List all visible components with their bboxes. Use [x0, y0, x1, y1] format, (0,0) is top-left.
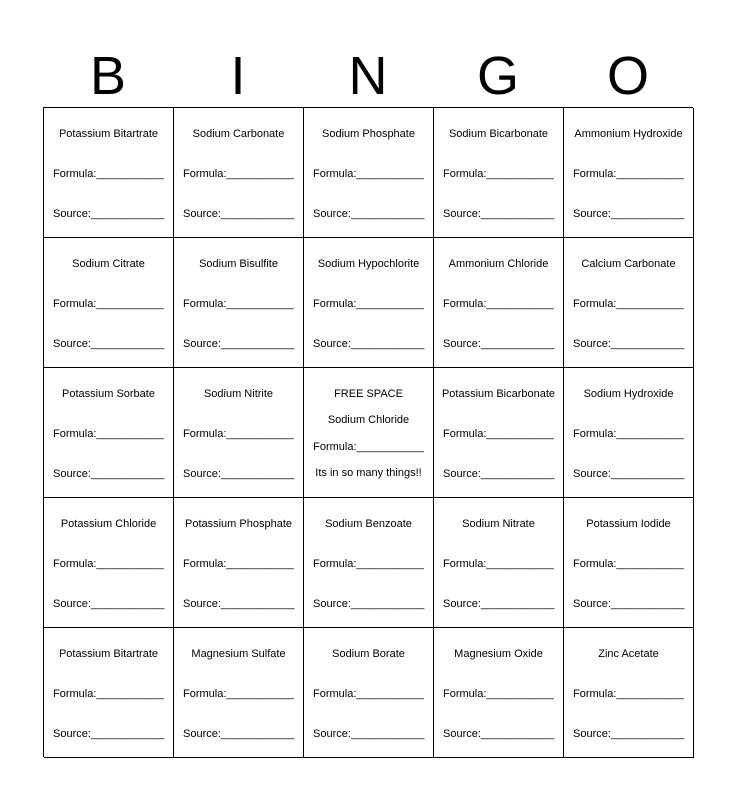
bingo-cell — [174, 498, 304, 628]
free-space-note: Its in so many things!! — [315, 467, 422, 479]
cell-source-blank: Source:____________ — [183, 468, 295, 480]
cell-compound-name: Potassium Bitartrate — [58, 128, 159, 140]
header-letter-g: G — [476, 46, 519, 106]
cell-formula-blank: Formula:___________ — [443, 298, 554, 310]
cell-compound-name: Ammonium Hydroxide — [574, 128, 683, 140]
bingo-cell — [304, 108, 434, 238]
header-letter-o: O — [606, 46, 649, 106]
cell-formula-blank: Formula:___________ — [573, 558, 684, 570]
bingo-cell — [564, 238, 694, 368]
cell-source-blank: Source:____________ — [53, 598, 165, 610]
bingo-cell — [564, 628, 694, 758]
bingo-cell — [304, 498, 434, 628]
cell-source-blank: Source:____________ — [313, 338, 425, 350]
cell-formula-blank: Formula:___________ — [183, 558, 294, 570]
bingo-cell — [44, 498, 174, 628]
bingo-cell — [44, 368, 174, 498]
cell-compound-name: Sodium Borate — [332, 648, 405, 660]
cell-source-blank: Source:____________ — [573, 598, 685, 610]
cell-compound-name: Sodium Nitrate — [462, 518, 535, 530]
bingo-cell — [304, 238, 434, 368]
cell-compound-name: Potassium Chloride — [60, 518, 157, 530]
cell-formula-blank: Formula:___________ — [53, 428, 164, 440]
cell-source-blank: Source:____________ — [313, 728, 425, 740]
cell-compound-name: Sodium Nitrite — [203, 388, 274, 400]
cell-source-blank: Source:____________ — [573, 338, 685, 350]
bingo-cell — [174, 628, 304, 758]
free-space-compound: Sodium Chloride — [327, 414, 410, 426]
bingo-cell — [44, 628, 174, 758]
cell-formula-blank: Formula:___________ — [443, 168, 554, 180]
cell-formula-blank: Formula:___________ — [573, 168, 684, 180]
bingo-header — [43, 48, 693, 104]
cell-compound-name: Sodium Bisulfite — [199, 258, 278, 270]
cell-compound-name: Potassium Phosphate — [184, 518, 292, 530]
bingo-cell — [44, 238, 174, 368]
cell-compound-name: Zinc Acetate — [598, 648, 659, 660]
bingo-cell — [564, 498, 694, 628]
cell-source-blank: Source:____________ — [573, 468, 685, 480]
cell-formula-blank: Formula:___________ — [53, 298, 164, 310]
cell-compound-name: Ammonium Chloride — [448, 258, 549, 270]
bingo-cell — [564, 368, 694, 498]
cell-formula-blank: Formula:___________ — [443, 688, 554, 700]
header-letter-n: N — [348, 46, 388, 106]
cell-source-blank: Source:____________ — [183, 728, 295, 740]
cell-source-blank: Source:____________ — [53, 728, 165, 740]
bingo-cell — [434, 108, 564, 238]
bingo-cell — [434, 498, 564, 628]
cell-source-blank: Source:____________ — [183, 338, 295, 350]
free-space-label: FREE SPACE — [334, 388, 403, 400]
cell-compound-name: Sodium Carbonate — [192, 128, 285, 140]
cell-source-blank: Source:____________ — [313, 598, 425, 610]
cell-compound-name: Potassium Iodide — [586, 518, 671, 530]
cell-compound-name: Magnesium Sulfate — [191, 648, 286, 660]
cell-compound-name: Potassium Bicarbonate — [441, 388, 556, 400]
cell-formula-blank: Formula:___________ — [53, 688, 164, 700]
cell-formula-blank: Formula:___________ — [183, 428, 294, 440]
cell-source-blank: Source:____________ — [53, 468, 165, 480]
cell-source-blank: Source:____________ — [443, 728, 555, 740]
cell-compound-name: Sodium Hydroxide — [583, 388, 674, 400]
cell-source-blank: Source:____________ — [443, 598, 555, 610]
cell-compound-name: Potassium Sorbate — [62, 388, 155, 400]
cell-source-blank: Source:____________ — [443, 468, 555, 480]
bingo-board — [43, 107, 693, 757]
bingo-cell — [174, 238, 304, 368]
cell-compound-name: Magnesium Oxide — [454, 648, 543, 660]
cell-formula-blank: Formula:___________ — [53, 168, 164, 180]
cell-source-blank: Source:____________ — [53, 208, 165, 220]
cell-compound-name: Potassium Bitartrate — [58, 648, 159, 660]
cell-source-blank: Source:____________ — [443, 208, 555, 220]
cell-formula-blank: Formula:___________ — [313, 558, 424, 570]
free-space-cell — [304, 368, 434, 498]
cell-formula-blank: Formula:___________ — [443, 558, 554, 570]
cell-source-blank: Source:____________ — [443, 338, 555, 350]
cell-formula-blank: Formula:___________ — [183, 688, 294, 700]
cell-formula-blank: Formula:___________ — [313, 688, 424, 700]
cell-formula-blank: Formula:___________ — [53, 558, 164, 570]
cell-formula-blank: Formula:___________ — [573, 688, 684, 700]
free-space-formula-blank: Formula:___________ — [313, 441, 424, 453]
bingo-cell — [564, 108, 694, 238]
cell-compound-name: Sodium Benzoate — [325, 518, 412, 530]
cell-formula-blank: Formula:___________ — [443, 428, 554, 440]
cell-source-blank: Source:____________ — [53, 338, 165, 350]
bingo-cell — [434, 368, 564, 498]
cell-formula-blank: Formula:___________ — [183, 298, 294, 310]
cell-source-blank: Source:____________ — [183, 598, 295, 610]
cell-compound-name: Sodium Bicarbonate — [448, 128, 549, 140]
header-letter-i: I — [230, 46, 246, 106]
header-letter-b: B — [89, 46, 127, 106]
bingo-cell — [304, 628, 434, 758]
cell-compound-name: Sodium Hypochlorite — [317, 258, 420, 270]
cell-source-blank: Source:____________ — [573, 728, 685, 740]
cell-source-blank: Source:____________ — [573, 208, 685, 220]
bingo-cell — [174, 368, 304, 498]
cell-formula-blank: Formula:___________ — [573, 298, 684, 310]
cell-compound-name: Sodium Phosphate — [322, 128, 415, 140]
cell-compound-name: Sodium Citrate — [72, 258, 145, 270]
bingo-cell — [434, 628, 564, 758]
cell-source-blank: Source:____________ — [313, 208, 425, 220]
cell-formula-blank: Formula:___________ — [573, 428, 684, 440]
cell-compound-name: Calcium Carbonate — [581, 258, 676, 270]
bingo-cell — [174, 108, 304, 238]
bingo-cell — [434, 238, 564, 368]
cell-formula-blank: Formula:___________ — [183, 168, 294, 180]
cell-source-blank: Source:____________ — [183, 208, 295, 220]
bingo-cell — [44, 108, 174, 238]
cell-formula-blank: Formula:___________ — [313, 168, 424, 180]
cell-formula-blank: Formula:___________ — [313, 298, 424, 310]
